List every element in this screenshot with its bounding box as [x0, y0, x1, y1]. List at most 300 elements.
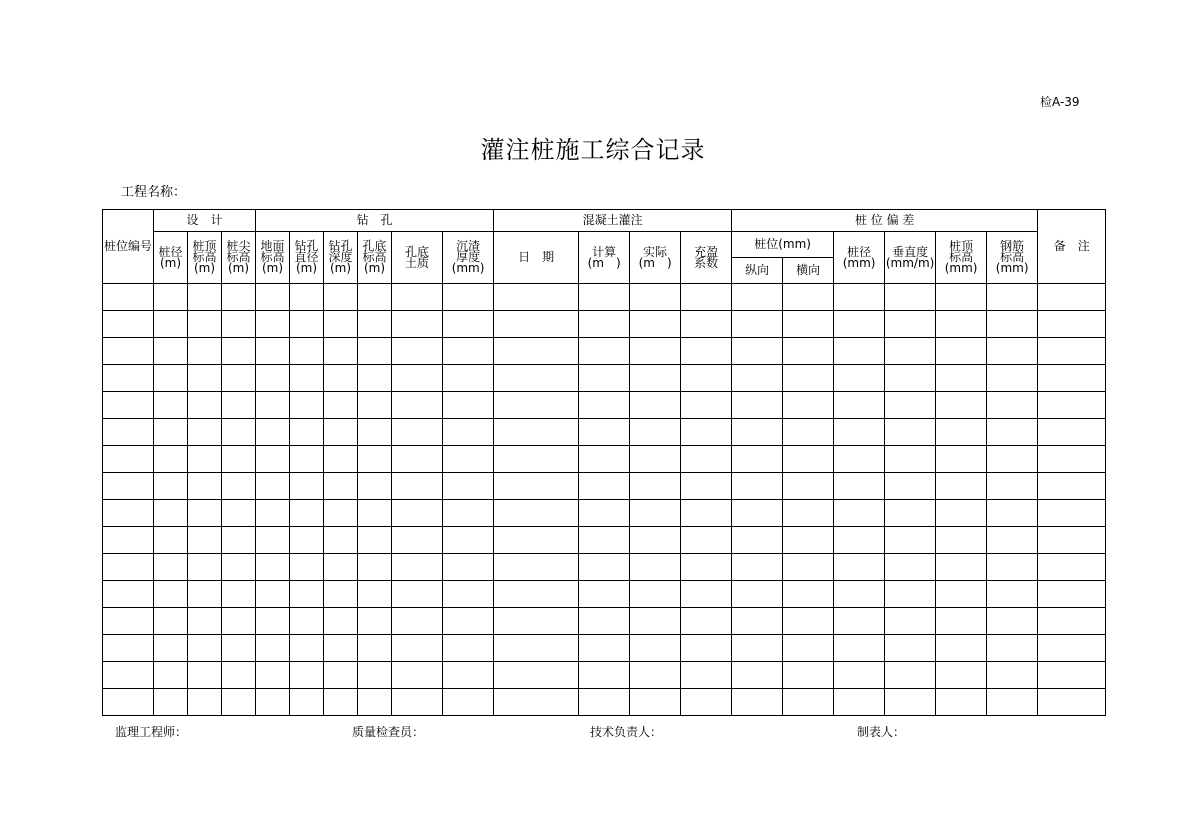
table-cell[interactable] — [222, 473, 256, 500]
table-cell[interactable] — [222, 311, 256, 338]
table-cell[interactable] — [834, 527, 885, 554]
table-cell[interactable] — [188, 392, 222, 419]
table-cell[interactable] — [885, 554, 936, 581]
table-cell[interactable] — [154, 662, 188, 689]
table-cell[interactable] — [936, 473, 987, 500]
table-cell[interactable] — [834, 284, 885, 311]
table-cell[interactable] — [392, 311, 443, 338]
table-cell[interactable] — [103, 500, 154, 527]
table-cell[interactable] — [885, 338, 936, 365]
table-cell[interactable] — [834, 473, 885, 500]
table-cell[interactable] — [222, 446, 256, 473]
table-cell[interactable] — [834, 581, 885, 608]
table-cell[interactable] — [630, 446, 681, 473]
table-cell[interactable] — [783, 527, 834, 554]
table-cell[interactable] — [732, 608, 783, 635]
table-cell[interactable] — [579, 419, 630, 446]
table-cell[interactable] — [392, 608, 443, 635]
table-cell[interactable] — [222, 392, 256, 419]
table-cell[interactable] — [936, 500, 987, 527]
table-cell[interactable] — [936, 581, 987, 608]
table-cell[interactable] — [936, 689, 987, 716]
table-cell[interactable] — [392, 392, 443, 419]
table-cell[interactable] — [103, 662, 154, 689]
table-cell[interactable] — [579, 608, 630, 635]
table-cell[interactable] — [290, 527, 324, 554]
table-cell[interactable] — [783, 473, 834, 500]
table-cell[interactable] — [987, 338, 1038, 365]
table-cell[interactable] — [681, 284, 732, 311]
table-cell[interactable] — [885, 365, 936, 392]
table-cell[interactable] — [936, 554, 987, 581]
table-cell[interactable] — [188, 419, 222, 446]
table-cell[interactable] — [188, 662, 222, 689]
table-cell[interactable] — [222, 527, 256, 554]
table-cell[interactable] — [222, 284, 256, 311]
table-cell[interactable] — [324, 338, 358, 365]
table-cell[interactable] — [188, 473, 222, 500]
table-cell[interactable] — [681, 311, 732, 338]
table-cell[interactable] — [443, 608, 494, 635]
table-cell[interactable] — [630, 689, 681, 716]
table-cell[interactable] — [681, 500, 732, 527]
table-cell[interactable] — [987, 635, 1038, 662]
table-cell[interactable] — [936, 662, 987, 689]
table-cell[interactable] — [358, 635, 392, 662]
table-cell[interactable] — [885, 392, 936, 419]
table-cell[interactable] — [290, 608, 324, 635]
table-cell[interactable] — [358, 500, 392, 527]
table-cell[interactable] — [103, 554, 154, 581]
table-cell[interactable] — [1038, 662, 1106, 689]
table-cell[interactable] — [681, 554, 732, 581]
table-cell[interactable] — [494, 311, 579, 338]
table-cell[interactable] — [290, 338, 324, 365]
table-cell[interactable] — [834, 500, 885, 527]
table-cell[interactable] — [936, 419, 987, 446]
table-cell[interactable] — [154, 446, 188, 473]
table-cell[interactable] — [290, 581, 324, 608]
table-cell[interactable] — [494, 662, 579, 689]
table-cell[interactable] — [885, 635, 936, 662]
table-cell[interactable] — [103, 419, 154, 446]
table-cell[interactable] — [188, 500, 222, 527]
table-cell[interactable] — [732, 662, 783, 689]
table-cell[interactable] — [987, 527, 1038, 554]
table-cell[interactable] — [987, 608, 1038, 635]
table-cell[interactable] — [630, 527, 681, 554]
table-cell[interactable] — [987, 662, 1038, 689]
table-cell[interactable] — [222, 554, 256, 581]
table-cell[interactable] — [188, 635, 222, 662]
table-cell[interactable] — [392, 635, 443, 662]
table-cell[interactable] — [885, 527, 936, 554]
table-cell[interactable] — [358, 338, 392, 365]
table-cell[interactable] — [681, 338, 732, 365]
table-cell[interactable] — [732, 527, 783, 554]
table-cell[interactable] — [358, 473, 392, 500]
table-cell[interactable] — [1038, 554, 1106, 581]
table-cell[interactable] — [256, 500, 290, 527]
table-cell[interactable] — [443, 365, 494, 392]
table-cell[interactable] — [783, 446, 834, 473]
table-cell[interactable] — [936, 527, 987, 554]
table-cell[interactable] — [256, 608, 290, 635]
table-cell[interactable] — [188, 581, 222, 608]
table-cell[interactable] — [987, 500, 1038, 527]
table-cell[interactable] — [392, 581, 443, 608]
table-cell[interactable] — [443, 311, 494, 338]
table-cell[interactable] — [987, 554, 1038, 581]
table-cell[interactable] — [494, 473, 579, 500]
table-cell[interactable] — [256, 311, 290, 338]
table-cell[interactable] — [188, 338, 222, 365]
table-cell[interactable] — [783, 689, 834, 716]
table-cell[interactable] — [987, 473, 1038, 500]
table-cell[interactable] — [1038, 392, 1106, 419]
table-cell[interactable] — [1038, 419, 1106, 446]
table-cell[interactable] — [681, 662, 732, 689]
table-cell[interactable] — [358, 311, 392, 338]
table-cell[interactable] — [290, 365, 324, 392]
table-cell[interactable] — [103, 284, 154, 311]
table-cell[interactable] — [256, 689, 290, 716]
table-cell[interactable] — [392, 527, 443, 554]
table-cell[interactable] — [358, 662, 392, 689]
table-cell[interactable] — [834, 689, 885, 716]
table-cell[interactable] — [103, 608, 154, 635]
table-cell[interactable] — [358, 446, 392, 473]
table-cell[interactable] — [103, 581, 154, 608]
table-cell[interactable] — [783, 635, 834, 662]
table-cell[interactable] — [256, 365, 290, 392]
table-cell[interactable] — [885, 608, 936, 635]
table-cell[interactable] — [494, 419, 579, 446]
table-cell[interactable] — [392, 284, 443, 311]
table-cell[interactable] — [443, 527, 494, 554]
table-cell[interactable] — [783, 500, 834, 527]
table-cell[interactable] — [630, 419, 681, 446]
table-cell[interactable] — [1038, 608, 1106, 635]
table-cell[interactable] — [885, 419, 936, 446]
table-cell[interactable] — [681, 608, 732, 635]
table-cell[interactable] — [154, 635, 188, 662]
table-cell[interactable] — [834, 419, 885, 446]
table-cell[interactable] — [290, 554, 324, 581]
table-cell[interactable] — [494, 635, 579, 662]
table-cell[interactable] — [358, 365, 392, 392]
table-cell[interactable] — [783, 662, 834, 689]
table-cell[interactable] — [103, 527, 154, 554]
table-cell[interactable] — [324, 608, 358, 635]
table-cell[interactable] — [324, 662, 358, 689]
table-cell[interactable] — [103, 365, 154, 392]
table-cell[interactable] — [324, 500, 358, 527]
table-cell[interactable] — [494, 365, 579, 392]
table-cell[interactable] — [324, 635, 358, 662]
table-cell[interactable] — [358, 581, 392, 608]
table-cell[interactable] — [681, 581, 732, 608]
table-cell[interactable] — [834, 635, 885, 662]
table-cell[interactable] — [579, 581, 630, 608]
table-cell[interactable] — [987, 365, 1038, 392]
table-cell[interactable] — [579, 392, 630, 419]
table-cell[interactable] — [681, 527, 732, 554]
table-cell[interactable] — [681, 689, 732, 716]
table-cell[interactable] — [936, 365, 987, 392]
table-cell[interactable] — [358, 392, 392, 419]
table-cell[interactable] — [154, 473, 188, 500]
table-cell[interactable] — [154, 689, 188, 716]
table-cell[interactable] — [1038, 311, 1106, 338]
table-cell[interactable] — [494, 689, 579, 716]
table-cell[interactable] — [290, 635, 324, 662]
table-cell[interactable] — [222, 500, 256, 527]
table-cell[interactable] — [579, 311, 630, 338]
table-cell[interactable] — [834, 446, 885, 473]
table-cell[interactable] — [222, 689, 256, 716]
table-cell[interactable] — [987, 689, 1038, 716]
table-cell[interactable] — [188, 554, 222, 581]
table-cell[interactable] — [987, 419, 1038, 446]
table-cell[interactable] — [290, 392, 324, 419]
table-cell[interactable] — [358, 284, 392, 311]
table-cell[interactable] — [154, 338, 188, 365]
table-cell[interactable] — [494, 500, 579, 527]
table-cell[interactable] — [256, 338, 290, 365]
table-cell[interactable] — [936, 446, 987, 473]
table-cell[interactable] — [103, 635, 154, 662]
table-cell[interactable] — [324, 554, 358, 581]
table-cell[interactable] — [154, 554, 188, 581]
table-cell[interactable] — [290, 473, 324, 500]
table-cell[interactable] — [936, 311, 987, 338]
table-cell[interactable] — [290, 689, 324, 716]
table-cell[interactable] — [392, 662, 443, 689]
table-cell[interactable] — [885, 284, 936, 311]
table-cell[interactable] — [443, 446, 494, 473]
table-cell[interactable] — [732, 419, 783, 446]
table-cell[interactable] — [1038, 473, 1106, 500]
table-cell[interactable] — [358, 608, 392, 635]
table-cell[interactable] — [392, 500, 443, 527]
table-cell[interactable] — [783, 392, 834, 419]
table-cell[interactable] — [732, 311, 783, 338]
table-cell[interactable] — [443, 419, 494, 446]
table-cell[interactable] — [1038, 527, 1106, 554]
table-cell[interactable] — [222, 581, 256, 608]
table-cell[interactable] — [358, 689, 392, 716]
table-cell[interactable] — [188, 608, 222, 635]
table-cell[interactable] — [783, 419, 834, 446]
table-cell[interactable] — [443, 689, 494, 716]
table-cell[interactable] — [630, 338, 681, 365]
table-cell[interactable] — [1038, 284, 1106, 311]
table-cell[interactable] — [358, 419, 392, 446]
table-cell[interactable] — [392, 473, 443, 500]
table-cell[interactable] — [222, 662, 256, 689]
table-cell[interactable] — [443, 662, 494, 689]
table-cell[interactable] — [290, 284, 324, 311]
table-cell[interactable] — [443, 338, 494, 365]
table-cell[interactable] — [732, 689, 783, 716]
table-cell[interactable] — [783, 365, 834, 392]
table-cell[interactable] — [579, 662, 630, 689]
table-cell[interactable] — [154, 392, 188, 419]
table-cell[interactable] — [256, 284, 290, 311]
table-cell[interactable] — [885, 581, 936, 608]
table-cell[interactable] — [324, 419, 358, 446]
table-cell[interactable] — [256, 419, 290, 446]
table-cell[interactable] — [154, 608, 188, 635]
table-cell[interactable] — [256, 581, 290, 608]
table-cell[interactable] — [154, 581, 188, 608]
table-cell[interactable] — [392, 365, 443, 392]
table-cell[interactable] — [987, 446, 1038, 473]
table-cell[interactable] — [936, 635, 987, 662]
table-cell[interactable] — [783, 608, 834, 635]
table-cell[interactable] — [324, 689, 358, 716]
table-cell[interactable] — [732, 392, 783, 419]
table-cell[interactable] — [885, 311, 936, 338]
table-cell[interactable] — [681, 635, 732, 662]
table-cell[interactable] — [154, 311, 188, 338]
table-cell[interactable] — [494, 608, 579, 635]
table-cell[interactable] — [1038, 338, 1106, 365]
table-cell[interactable] — [443, 554, 494, 581]
table-cell[interactable] — [256, 473, 290, 500]
table-cell[interactable] — [290, 311, 324, 338]
table-cell[interactable] — [987, 311, 1038, 338]
table-cell[interactable] — [834, 554, 885, 581]
table-cell[interactable] — [1038, 500, 1106, 527]
table-cell[interactable] — [188, 311, 222, 338]
table-cell[interactable] — [630, 392, 681, 419]
table-cell[interactable] — [681, 392, 732, 419]
table-cell[interactable] — [936, 608, 987, 635]
table-cell[interactable] — [494, 446, 579, 473]
table-cell[interactable] — [154, 365, 188, 392]
table-cell[interactable] — [834, 338, 885, 365]
table-cell[interactable] — [103, 689, 154, 716]
table-cell[interactable] — [324, 581, 358, 608]
table-cell[interactable] — [443, 581, 494, 608]
table-cell[interactable] — [103, 311, 154, 338]
table-cell[interactable] — [290, 500, 324, 527]
table-cell[interactable] — [783, 554, 834, 581]
table-cell[interactable] — [732, 365, 783, 392]
table-cell[interactable] — [154, 419, 188, 446]
table-cell[interactable] — [256, 392, 290, 419]
table-cell[interactable] — [936, 284, 987, 311]
table-cell[interactable] — [579, 689, 630, 716]
table-cell[interactable] — [885, 689, 936, 716]
table-cell[interactable] — [732, 581, 783, 608]
table-cell[interactable] — [885, 473, 936, 500]
table-cell[interactable] — [103, 446, 154, 473]
table-cell[interactable] — [834, 311, 885, 338]
table-cell[interactable] — [630, 311, 681, 338]
table-cell[interactable] — [1038, 446, 1106, 473]
table-cell[interactable] — [443, 500, 494, 527]
table-cell[interactable] — [392, 446, 443, 473]
table-cell[interactable] — [783, 311, 834, 338]
table-cell[interactable] — [834, 392, 885, 419]
table-cell[interactable] — [732, 473, 783, 500]
table-cell[interactable] — [494, 527, 579, 554]
table-cell[interactable] — [936, 338, 987, 365]
table-cell[interactable] — [358, 527, 392, 554]
table-cell[interactable] — [681, 446, 732, 473]
table-cell[interactable] — [1038, 635, 1106, 662]
table-cell[interactable] — [324, 527, 358, 554]
table-cell[interactable] — [494, 284, 579, 311]
table-cell[interactable] — [256, 554, 290, 581]
table-cell[interactable] — [188, 365, 222, 392]
table-cell[interactable] — [630, 635, 681, 662]
table-cell[interactable] — [443, 284, 494, 311]
table-cell[interactable] — [392, 419, 443, 446]
table-cell[interactable] — [256, 635, 290, 662]
table-cell[interactable] — [256, 662, 290, 689]
table-cell[interactable] — [630, 581, 681, 608]
table-cell[interactable] — [834, 608, 885, 635]
table-cell[interactable] — [630, 365, 681, 392]
table-cell[interactable] — [324, 446, 358, 473]
table-cell[interactable] — [987, 284, 1038, 311]
table-cell[interactable] — [732, 554, 783, 581]
table-cell[interactable] — [188, 284, 222, 311]
table-cell[interactable] — [579, 527, 630, 554]
table-cell[interactable] — [885, 446, 936, 473]
table-cell[interactable] — [681, 419, 732, 446]
table-cell[interactable] — [783, 284, 834, 311]
table-cell[interactable] — [188, 446, 222, 473]
table-cell[interactable] — [630, 662, 681, 689]
table-cell[interactable] — [783, 581, 834, 608]
table-cell[interactable] — [630, 284, 681, 311]
table-cell[interactable] — [392, 689, 443, 716]
table-cell[interactable] — [579, 635, 630, 662]
table-cell[interactable] — [494, 338, 579, 365]
table-cell[interactable] — [494, 554, 579, 581]
table-cell[interactable] — [834, 365, 885, 392]
table-cell[interactable] — [494, 581, 579, 608]
table-cell[interactable] — [579, 338, 630, 365]
table-cell[interactable] — [392, 554, 443, 581]
table-cell[interactable] — [290, 662, 324, 689]
table-cell[interactable] — [290, 446, 324, 473]
table-cell[interactable] — [579, 284, 630, 311]
table-cell[interactable] — [1038, 581, 1106, 608]
table-cell[interactable] — [630, 608, 681, 635]
table-cell[interactable] — [154, 527, 188, 554]
table-cell[interactable] — [579, 473, 630, 500]
table-cell[interactable] — [885, 500, 936, 527]
table-cell[interactable] — [443, 392, 494, 419]
table-cell[interactable] — [392, 338, 443, 365]
table-cell[interactable] — [324, 473, 358, 500]
table-cell[interactable] — [324, 284, 358, 311]
table-cell[interactable] — [579, 365, 630, 392]
table-cell[interactable] — [732, 635, 783, 662]
table-cell[interactable] — [324, 365, 358, 392]
table-cell[interactable] — [103, 338, 154, 365]
table-cell[interactable] — [834, 662, 885, 689]
table-cell[interactable] — [987, 581, 1038, 608]
table-cell[interactable] — [1038, 365, 1106, 392]
table-cell[interactable] — [630, 500, 681, 527]
